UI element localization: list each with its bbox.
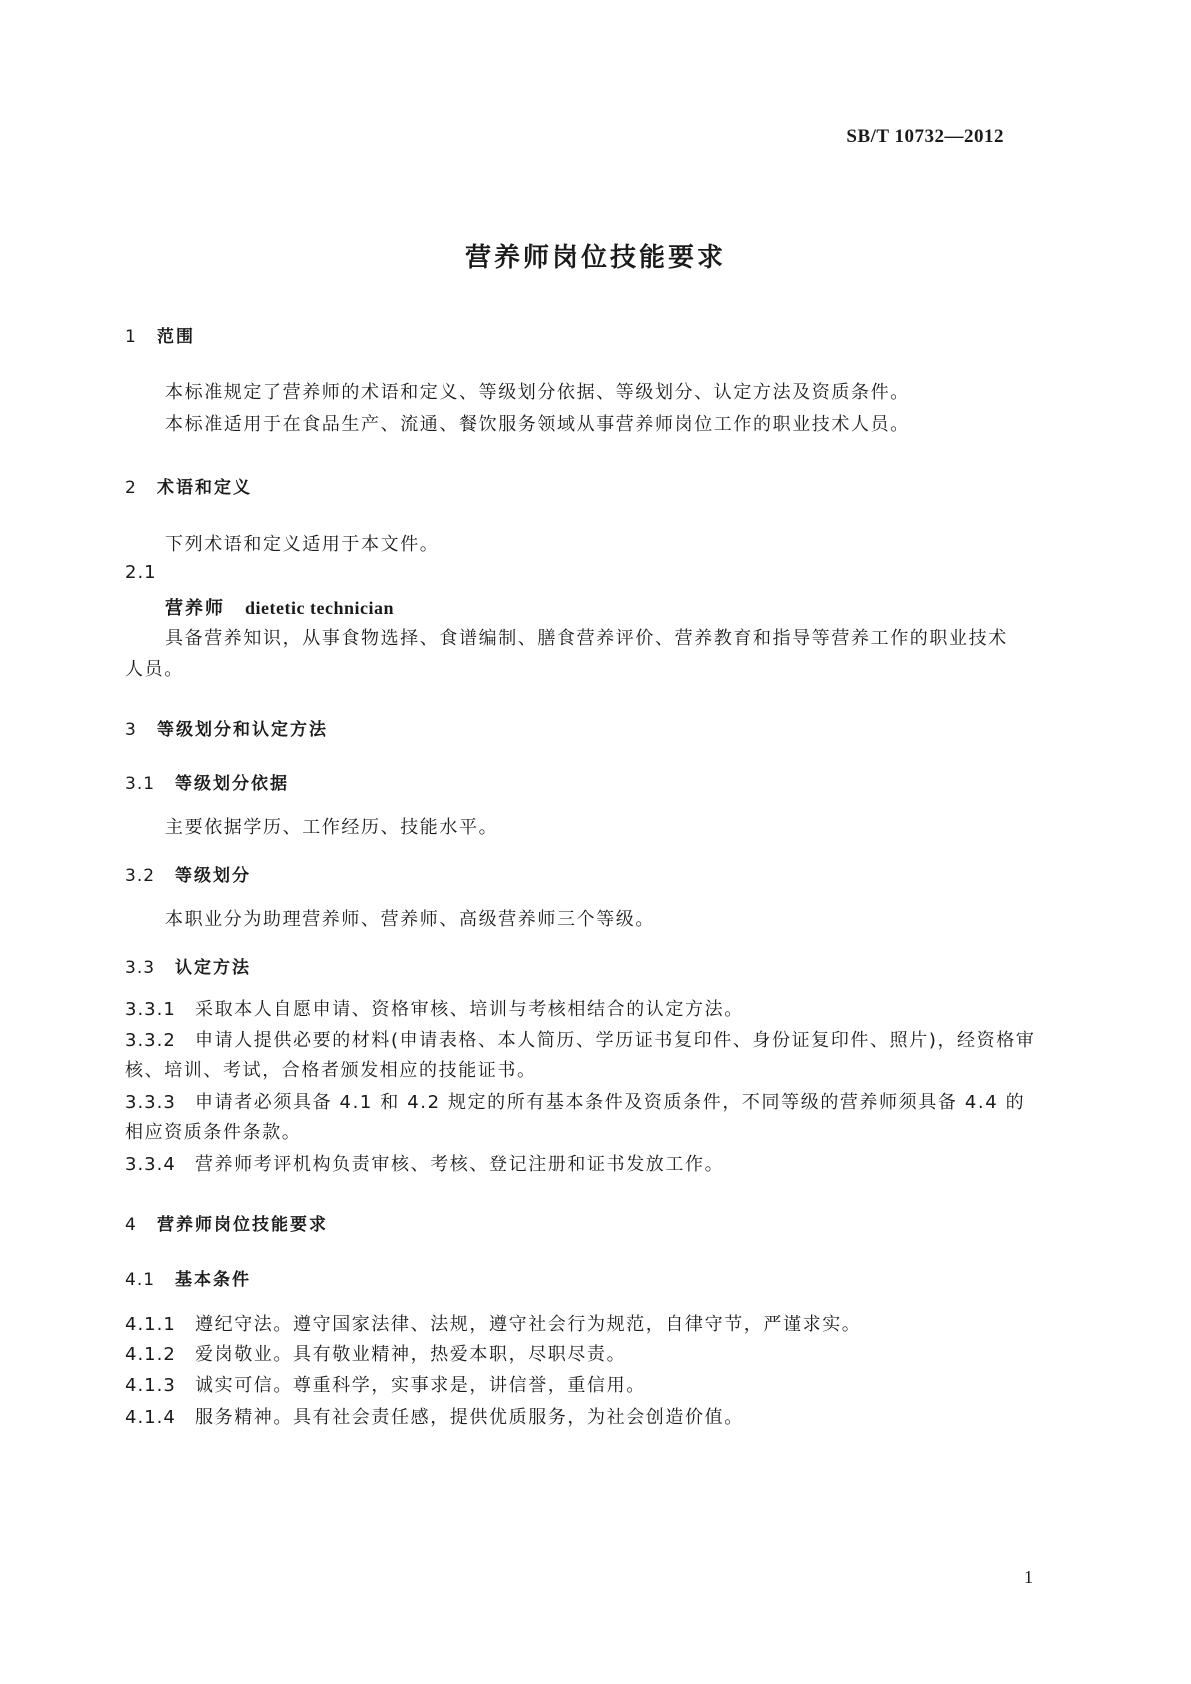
section-number: 3	[125, 720, 137, 740]
clause-number: 3.3.2	[125, 1030, 176, 1051]
subsection-4-1-heading	[125, 1265, 251, 1290]
term-definition: 具备营养知识，从事食物选择、食谱编制、膳食营养评价、营养教育和指导等营养工作的职业技术	[165, 628, 1008, 649]
section-number: 2	[125, 478, 137, 498]
section-2-heading	[125, 473, 252, 498]
paragraph: 本职业分为助理营养师、营养师、高级营养师三个等级。	[165, 909, 655, 930]
clause-4-1-4	[125, 1403, 744, 1429]
clause-text: 服务精神。具有社会责任感，提供优质服务，为社会创造价值。	[195, 1407, 744, 1428]
clause-text: 申请者必须具备 4.1 和 4.2 规定的所有基本条件及资质条件，不同等级的营养师须具备 4.4 的	[195, 1092, 1026, 1113]
clause-text: 爱岗敬业。具有敬业精神，热爱本职，尽职尽责。	[195, 1344, 627, 1365]
term-definition-continued: 人员。	[125, 659, 184, 680]
section-title: 范围	[157, 327, 195, 347]
paragraph: 主要依据学历、工作经历、技能水平。	[165, 817, 499, 838]
subsection-3-3-heading	[125, 953, 251, 978]
clause-number: 4.1.4	[125, 1407, 176, 1428]
page-number: 1	[1024, 1567, 1033, 1587]
paragraph: 下列术语和定义适用于本文件。	[165, 534, 440, 555]
subsection-number: 3.3	[125, 958, 156, 978]
clause-number: 4.1.2	[125, 1344, 176, 1365]
clause-3-3-3	[125, 1088, 1025, 1114]
section-1-heading	[125, 322, 195, 347]
subsection-title: 等级划分	[175, 866, 251, 886]
term-number: 2.1	[125, 562, 157, 583]
clause-number: 4.1.1	[125, 1314, 176, 1335]
subsection-title: 基本条件	[175, 1270, 251, 1290]
subsection-title: 认定方法	[175, 958, 251, 978]
clause-4-1-2	[125, 1340, 626, 1366]
subsection-3-2-heading	[125, 861, 251, 886]
clause-3-3-2	[125, 1026, 1035, 1052]
section-number: 4	[125, 1215, 137, 1235]
clause-number: 3.3.1	[125, 999, 176, 1020]
clause-continued: 核、培训、考试，合格者颁发相应的技能证书。	[125, 1060, 537, 1081]
section-title: 营养师岗位技能要求	[157, 1215, 328, 1235]
clause-3-3-4	[125, 1150, 724, 1176]
term-english: dietetic technician	[245, 598, 394, 618]
section-3-heading	[125, 715, 328, 740]
clause-3-3-1	[125, 995, 744, 1021]
section-number: 1	[125, 327, 137, 347]
paragraph: 本标准适用于在食品生产、流通、餐饮服务领域从事营养师岗位工作的职业技术人员。	[165, 414, 910, 435]
subsection-title: 等级划分依据	[175, 774, 289, 794]
document-title: 营养师岗位技能要求	[464, 243, 726, 273]
standard-code: SB/T 10732—2012	[846, 126, 1004, 147]
clause-continued: 相应资质条件条款。	[125, 1122, 302, 1143]
clause-4-1-3	[125, 1371, 646, 1397]
clause-number: 3.3.3	[125, 1092, 176, 1113]
clause-text: 申请人提供必要的材料(申请表格、本人简历、学历证书复印件、身份证复印件、照片)，经资格审	[195, 1030, 1036, 1051]
clause-text: 遵纪守法。遵守国家法律、法规，遵守社会行为规范，自律守节，严谨求实。	[195, 1314, 862, 1335]
clause-number: 4.1.3	[125, 1375, 176, 1396]
clause-text: 诚实可信。尊重科学，实事求是，讲信誉，重信用。	[195, 1375, 646, 1396]
clause-text: 采取本人自愿申请、资格审核、培训与考核相结合的认定方法。	[195, 999, 744, 1020]
subsection-number: 4.1	[125, 1270, 156, 1290]
section-title: 等级划分和认定方法	[157, 720, 328, 740]
section-title: 术语和定义	[157, 478, 252, 498]
paragraph: 本标准规定了营养师的术语和定义、等级划分依据、等级划分、认定方法及资质条件。	[165, 382, 910, 403]
term-chinese: 营养师	[165, 598, 225, 619]
clause-number: 3.3.4	[125, 1154, 176, 1175]
subsection-3-1-heading	[125, 769, 289, 794]
subsection-number: 3.1	[125, 774, 156, 794]
clause-4-1-1	[125, 1310, 861, 1336]
clause-text: 营养师考评机构负责审核、考核、登记注册和证书发放工作。	[195, 1154, 725, 1175]
section-4-heading	[125, 1210, 328, 1235]
term-entry	[165, 594, 394, 620]
subsection-number: 3.2	[125, 866, 156, 886]
